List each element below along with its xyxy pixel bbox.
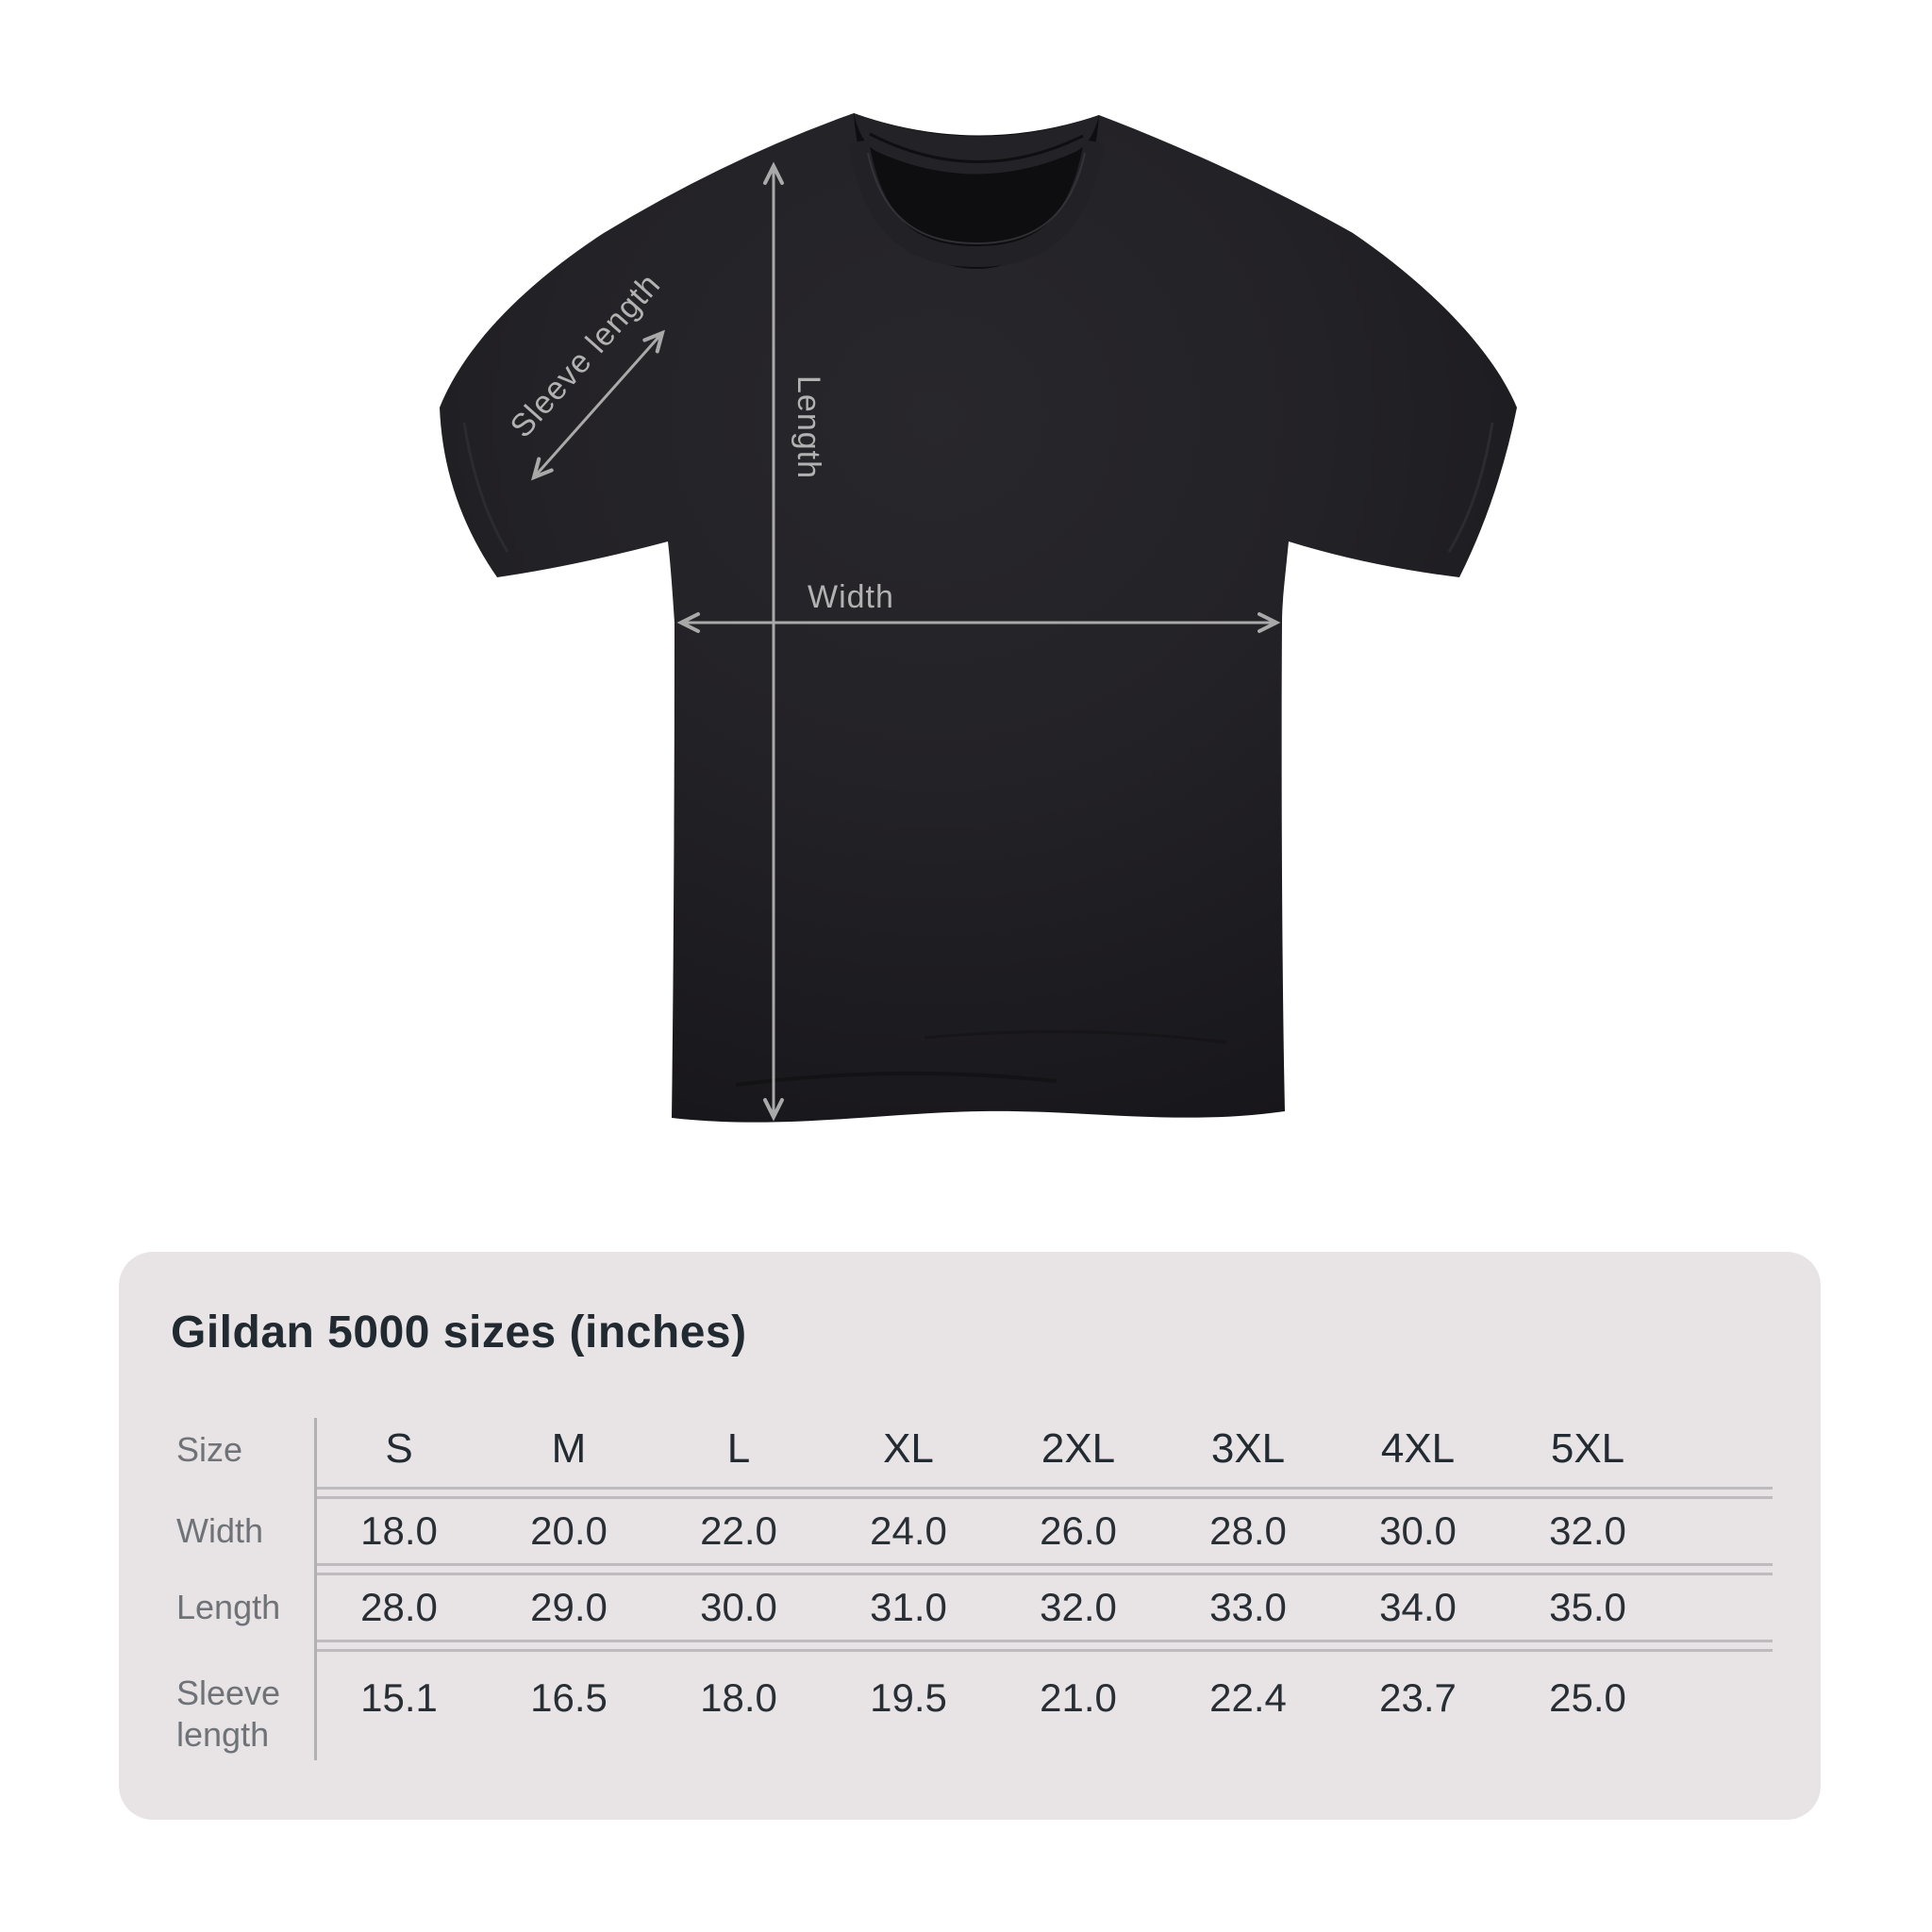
- size-value: 32.0: [993, 1573, 1163, 1642]
- width-label: Width: [808, 579, 894, 615]
- size-value: 16.5: [484, 1649, 654, 1756]
- row-label: Width: [176, 1511, 264, 1551]
- header-spacer: [1673, 1410, 1773, 1490]
- size-value: 35.0: [1503, 1573, 1673, 1642]
- column-header-3xl: 3XL: [1163, 1410, 1333, 1490]
- corner-label-size: Size: [176, 1430, 243, 1470]
- column-header-xl: XL: [824, 1410, 993, 1490]
- size-table-body: [171, 1410, 1773, 1756]
- column-header-4xl: 4XL: [1333, 1410, 1503, 1490]
- size-table-row-length: [171, 1573, 1773, 1642]
- length-label: Length: [791, 375, 826, 479]
- size-value: 34.0: [1333, 1573, 1503, 1642]
- row-label: Length: [176, 1588, 281, 1627]
- size-value: 25.0: [1503, 1649, 1673, 1756]
- size-table-row-sleeve-length: [171, 1649, 1773, 1756]
- column-header-m: M: [484, 1410, 654, 1490]
- size-value: 23.7: [1333, 1649, 1503, 1756]
- size-value: 22.0: [654, 1496, 824, 1566]
- size-value: 21.0: [993, 1649, 1163, 1756]
- column-header-s: S: [314, 1410, 484, 1490]
- size-value: 22.4: [1163, 1649, 1333, 1756]
- size-table: [171, 1404, 1773, 1762]
- row-spacer: [1673, 1649, 1773, 1756]
- row-spacer: [1673, 1573, 1773, 1642]
- size-table-row-width: [171, 1496, 1773, 1566]
- size-value: 19.5: [824, 1649, 993, 1756]
- row-label: Sleeve length: [176, 1674, 281, 1754]
- size-value: 26.0: [993, 1496, 1163, 1566]
- size-value: 20.0: [484, 1496, 654, 1566]
- sleeve-length-label: Sleeve length: [503, 266, 668, 445]
- column-header-2xl: 2XL: [993, 1410, 1163, 1490]
- size-value: 30.0: [654, 1573, 824, 1642]
- column-header-5xl: 5XL: [1503, 1410, 1673, 1490]
- size-value: 18.0: [314, 1496, 484, 1566]
- column-header-l: L: [654, 1410, 824, 1490]
- size-value: 28.0: [314, 1573, 484, 1642]
- size-value: 24.0: [824, 1496, 993, 1566]
- size-chart-title: Gildan 5000 sizes (inches): [171, 1307, 747, 1357]
- size-value: 33.0: [1163, 1573, 1333, 1642]
- size-value: 28.0: [1163, 1496, 1333, 1566]
- t-shirt-graphic: [440, 113, 1517, 1123]
- size-value: 18.0: [654, 1649, 824, 1756]
- size-table-column-divider: [314, 1418, 317, 1760]
- size-value: 29.0: [484, 1573, 654, 1642]
- row-spacer: [1673, 1496, 1773, 1566]
- size-value: 30.0: [1333, 1496, 1503, 1566]
- size-chart-panel: [119, 1252, 1821, 1820]
- size-value: 15.1: [314, 1649, 484, 1756]
- size-table-header-row: [171, 1410, 1773, 1490]
- size-value: 31.0: [824, 1573, 993, 1642]
- size-value: 32.0: [1503, 1496, 1673, 1566]
